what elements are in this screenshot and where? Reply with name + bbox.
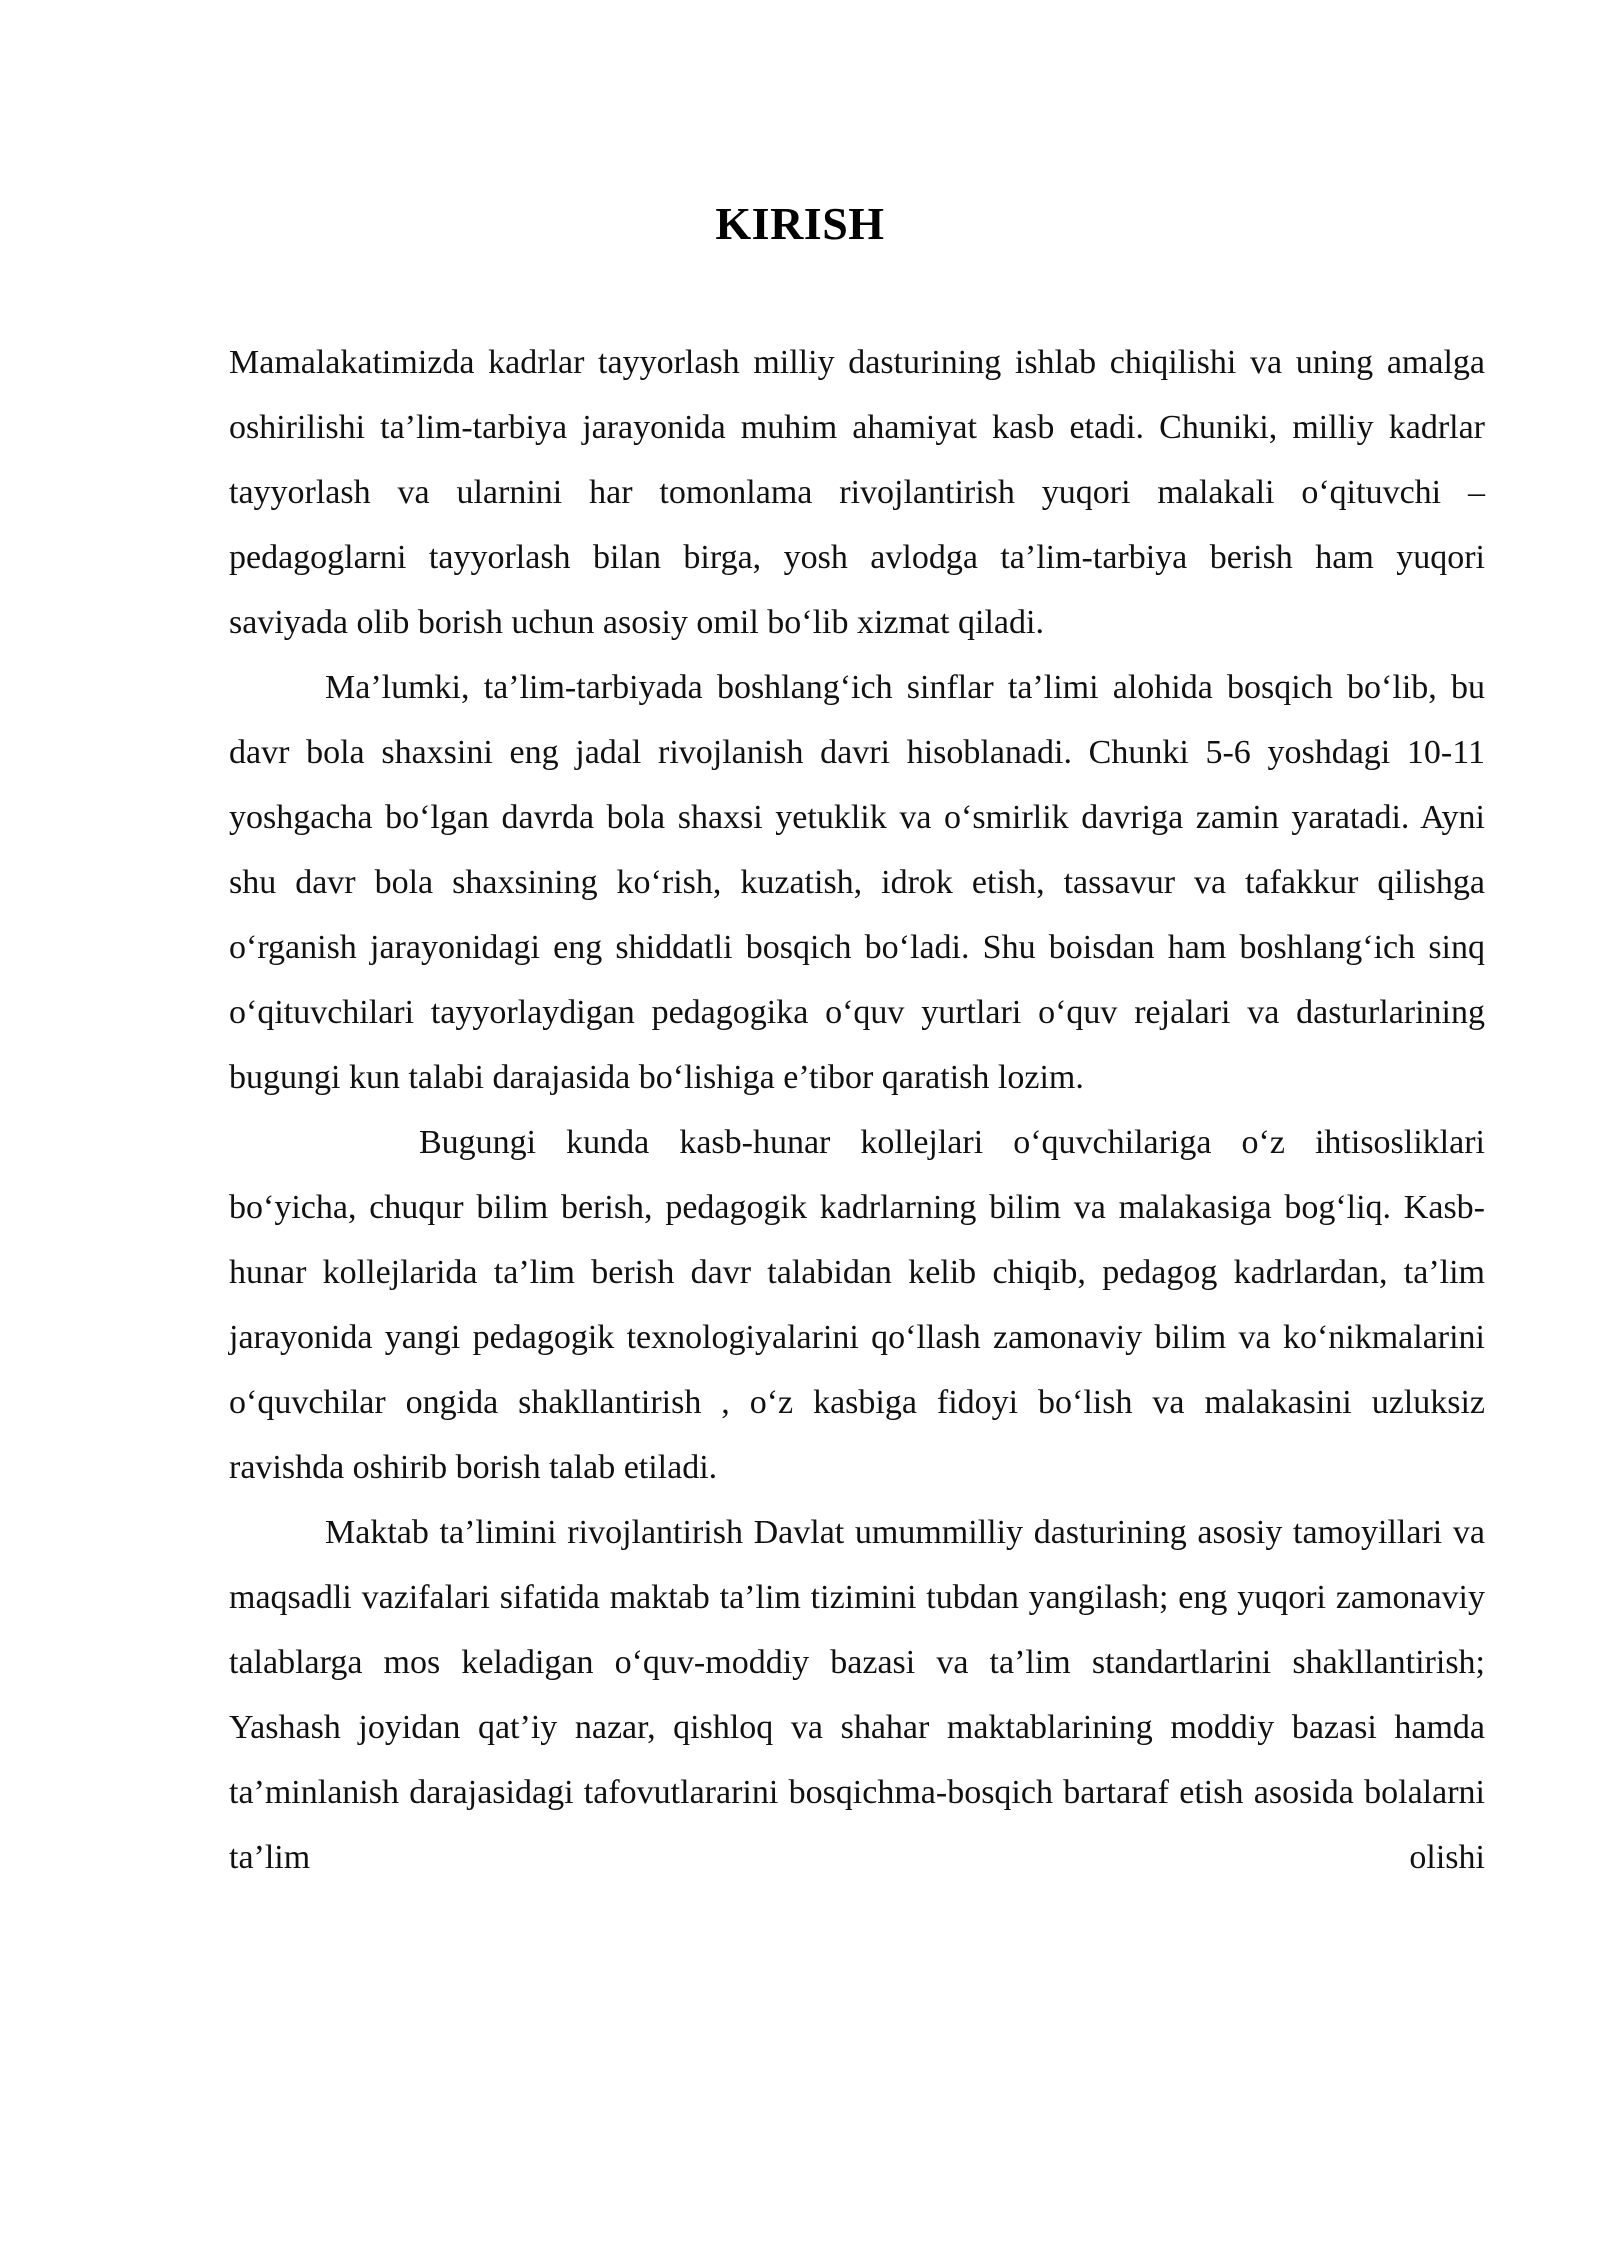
paragraph-1: Mamalakatimizda kadrlar tayyorlash milliy dasturining ishlab chiqilishi va uning amalga oshirilishi ta’lim-tarbiya jarayonida muhim ahamiyat kasb etadi. Chuniki, milliy kadrlar tayyorlash va ularnini har tomonlama rivojlantirish yuqori malakali o‘qituvchi –pedagoglarni tayyorlash bilan birga, yosh avlodga ta’lim-tarbiya berish ham yuqori saviyada olib borish uchun asosiy omil bo‘lib xizmat qiladi. [229, 344, 1485, 641]
page-title: KIRISH [715, 198, 885, 249]
paragraph-3: Bugungi kunda kasb-hunar kollejlari o‘quvchilariga o‘z ihtisosliklari bo‘yicha, chuqur bilim berish, pedagogik kadrlarning bilim va malakasiga bog‘liq. Kasb-hunar kollejlarida ta’lim berish davr talabidan kelib chiqib, pedagog kadrlardan, ta’lim jarayonida yangi pedagogik texnologiyalarini qo‘llash zamonaviy bilim va ko‘nikmalarini o‘quvchilar ongida shakllantirish , o‘z kasbiga fidoyi bo‘lish va malakasini uzluksiz ravishda oshirib borish talab etiladi. [229, 1124, 1485, 1486]
paragraph-4: Maktab ta’limini rivojlantirish Davlat umummilliy dasturining asosiy tamoyillari va maqsadli vazifalari sifatida maktab ta’lim tizimini tubdan yangilash; eng yuqori zamonaviy talablarga mos keladigan o‘quv-moddiy bazasi va ta’lim standartlarini shakllantirish; Yashash joyidan qat’iy nazar, qishloq va shahar maktablarining moddiy bazasi hamda ta’minlanish darajasidagi tafovutlararini bosqichma-bosqich bartaraf etish asosida bolalarni ta’lim olishi [229, 1514, 1485, 1876]
document-body [229, 330, 1485, 1890]
paragraph-2: Ma’lumki, ta’lim-tarbiyada boshlang‘ich sinflar ta’limi alohida bosqich bo‘lib, bu davr bola shaxsini eng jadal rivojlanish davri hisoblanadi. Chunki 5-6 yoshdagi 10-11 yoshgacha bo‘lgan davrda bola shaxsi yetuklik va o‘smirlik davriga zamin yaratadi. Ayni shu davr bola shaxsining ko‘rish, kuzatish, idrok etish, tassavur va tafakkur qilishga o‘rganish jarayonidagi eng shiddatli bosqich bo‘ladi. Shu boisdan ham boshlang‘ich sinq o‘qituvchilari tayyorlaydigan pedagogika o‘quv yurtlari o‘quv rejalari va dasturlarining bugungi kun talabi darajasida bo‘lishiga e’tibor qaratish lozim. [229, 669, 1485, 1096]
